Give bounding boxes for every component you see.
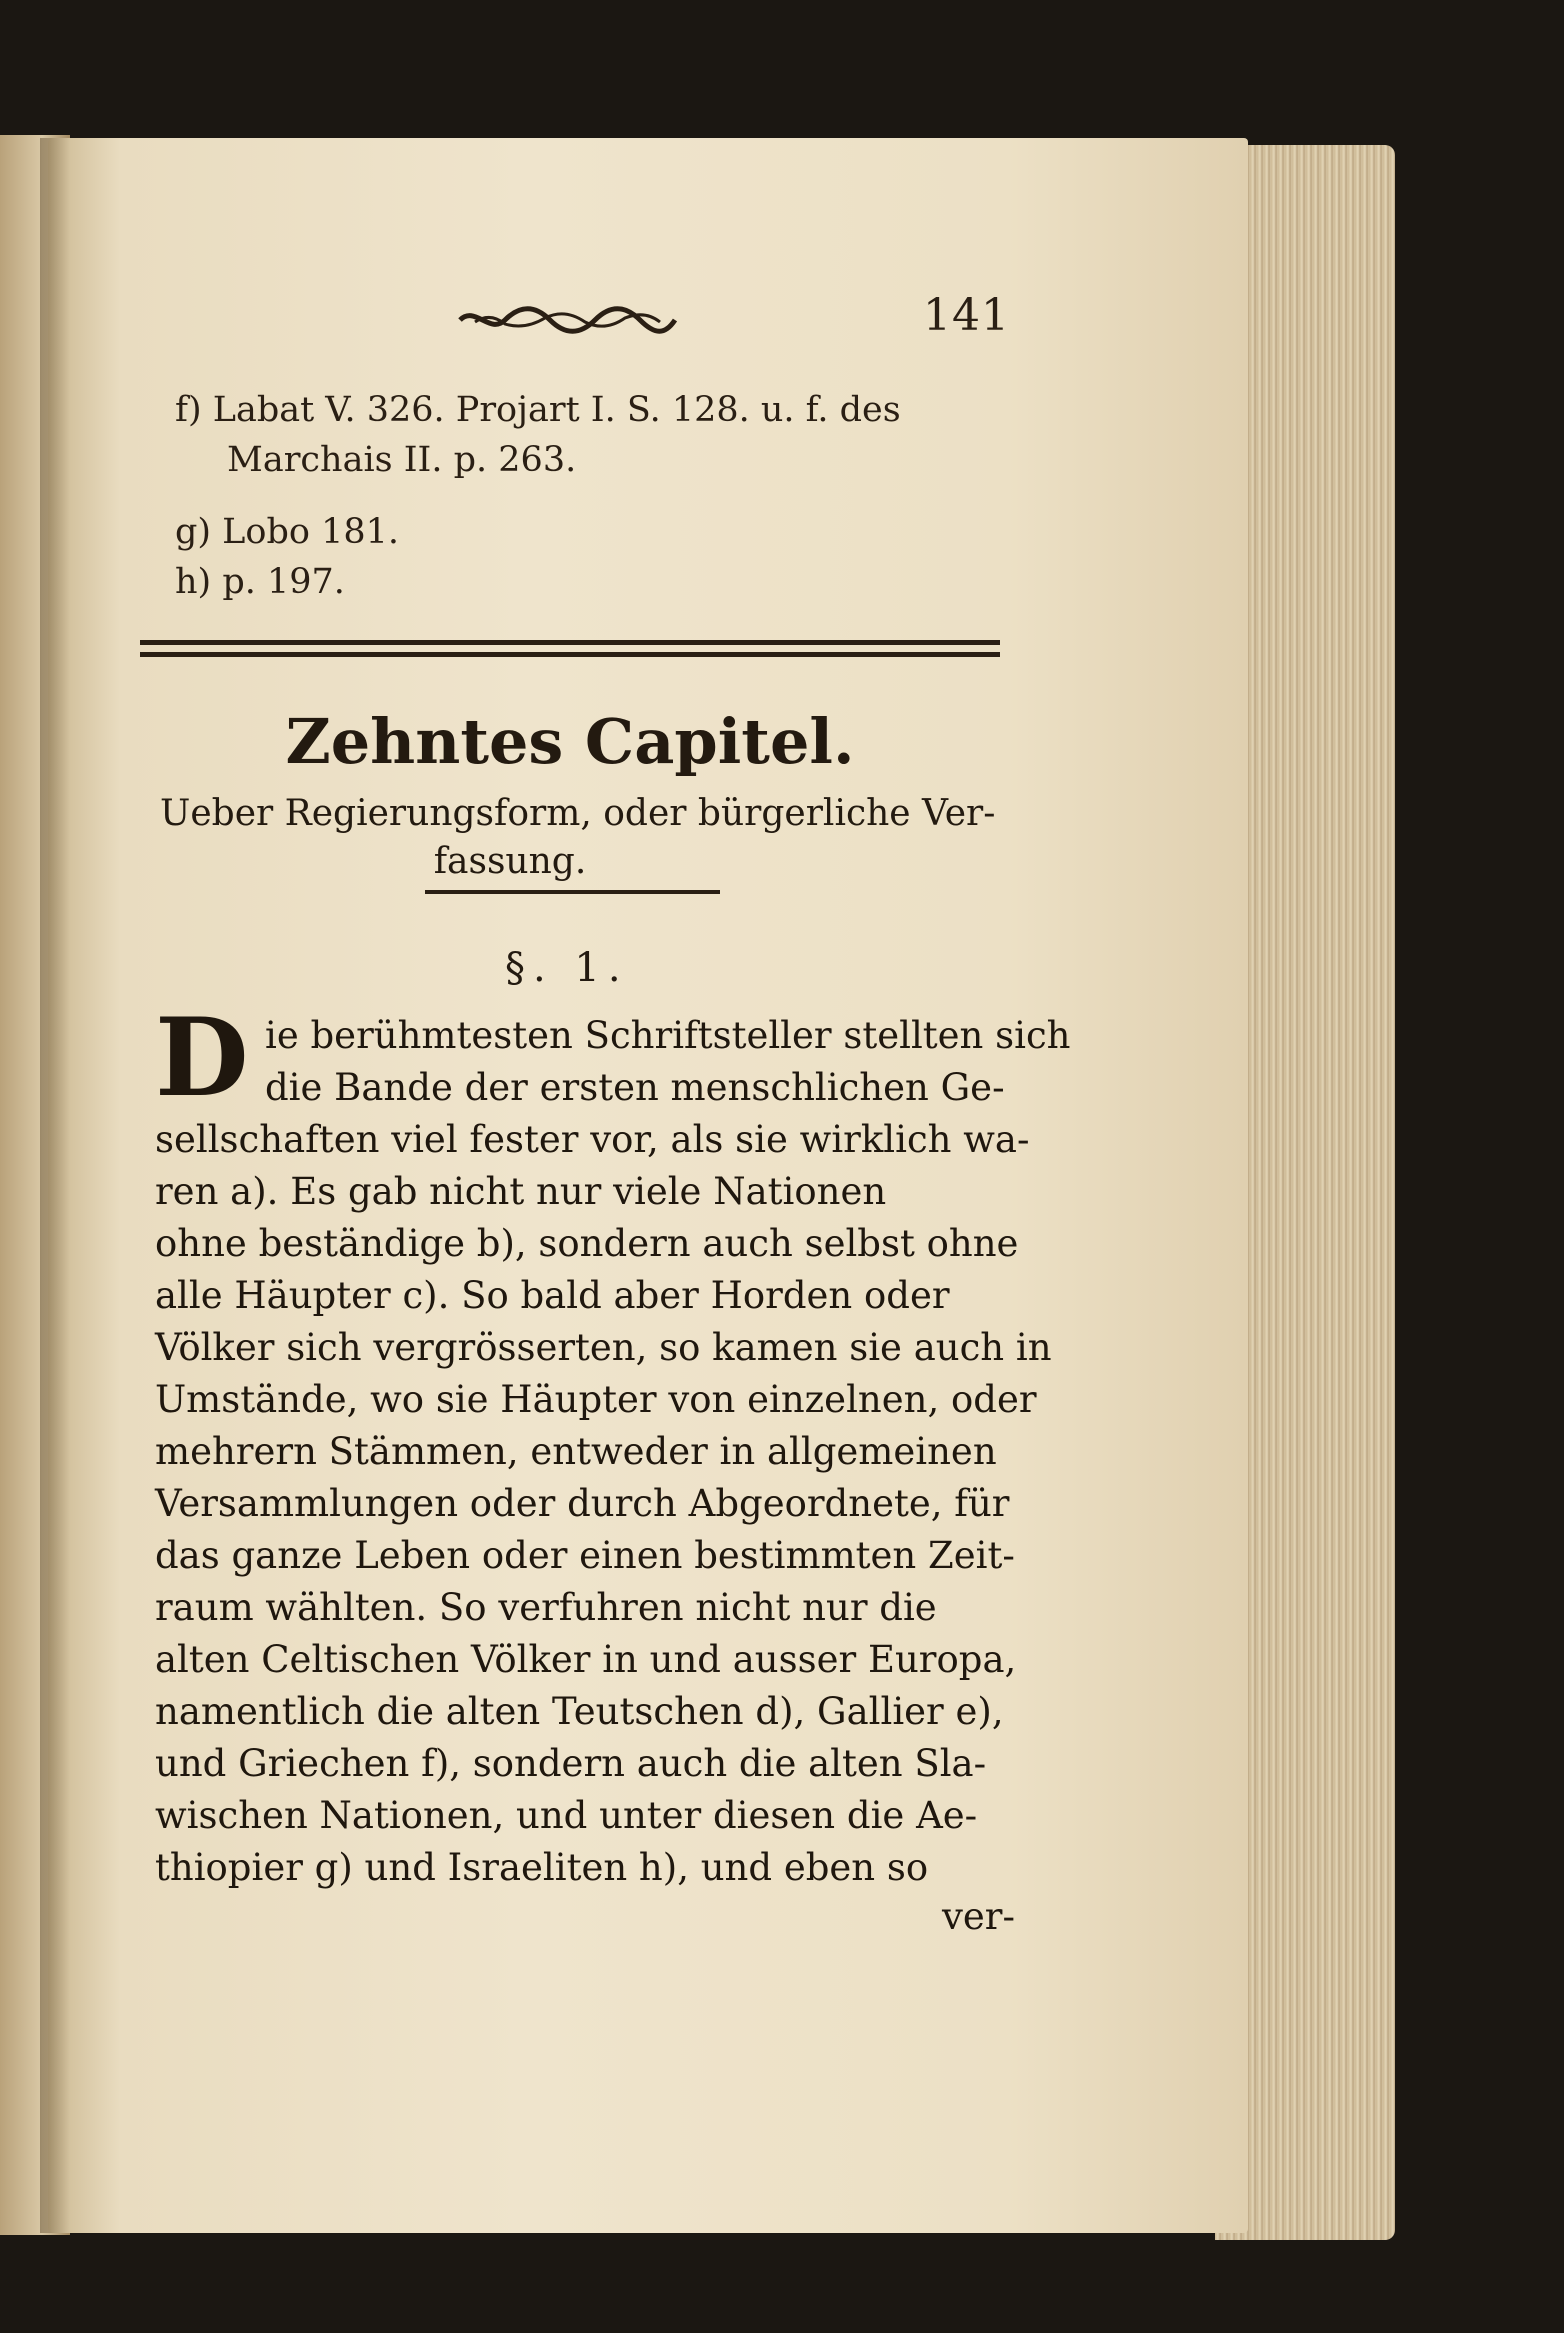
section-heading: §. 1. bbox=[505, 945, 629, 991]
body-line: mehrern Stämmen, entweder in allgemeinen bbox=[155, 1430, 997, 1473]
body-line: ren a). Es gab nicht nur viele Nationen bbox=[155, 1170, 887, 1213]
body-line: Umstände, wo sie Häupter von einzelnen, oder bbox=[155, 1378, 1037, 1421]
body-line: alten Celtischen Völker in und ausser Europa, bbox=[155, 1638, 1017, 1681]
double-rule-divider bbox=[140, 640, 1000, 666]
body-line: raum wählten. So verfuhren nicht nur die bbox=[155, 1586, 937, 1629]
spine-shadow bbox=[40, 138, 70, 2233]
body-line: das ganze Leben oder einen bestimmten Zeit- bbox=[155, 1534, 1015, 1577]
footnote-h: h) p. 197. bbox=[175, 562, 345, 602]
subtitle-line-2: fassung. bbox=[433, 841, 587, 882]
body-line: die Bande der ersten menschlichen Ge- bbox=[265, 1066, 1005, 1109]
body-line: Versammlungen oder durch Abgeordnete, für bbox=[155, 1482, 1010, 1525]
footnote-f-line1: f) Labat V. 326. Projart I. S. 128. u. f. des bbox=[175, 390, 901, 430]
body-line: ohne beständige b), sondern auch selbst ohne bbox=[155, 1222, 1019, 1265]
chapter-title: Zehntes Capitel. bbox=[285, 705, 855, 778]
body-line: ie berühmtesten Schriftsteller stellten sich bbox=[265, 1014, 1071, 1057]
body-line: namentlich die alten Teutschen d), Gallier e), bbox=[155, 1690, 1004, 1733]
body-line: alle Häupter c). So bald aber Horden oder bbox=[155, 1274, 950, 1317]
catchword: ver- bbox=[942, 1895, 1015, 1938]
footnote-g: g) Lobo 181. bbox=[175, 512, 400, 552]
body-line: und Griechen f), sondern auch die alten Sla- bbox=[155, 1742, 987, 1785]
footnote-f-line2: Marchais II. p. 263. bbox=[227, 440, 577, 480]
body-line: sellschaften viel fester vor, als sie wirklich wa- bbox=[155, 1118, 1030, 1161]
body-line: Völker sich vergrösserten, so kamen sie auch in bbox=[155, 1326, 1052, 1369]
body-text bbox=[155, 1010, 1071, 1894]
page-number: 141 bbox=[923, 290, 1010, 341]
footnotes bbox=[175, 385, 1005, 607]
drop-cap: D bbox=[155, 995, 249, 1121]
short-rule-divider bbox=[425, 890, 720, 894]
subtitle-line-1: Ueber Regierungsform, oder bürgerliche Ver- bbox=[160, 793, 996, 834]
chapter-subtitle bbox=[160, 790, 1020, 886]
body-line: wischen Nationen, und unter diesen die Ae- bbox=[155, 1794, 978, 1837]
header-ornament-icon bbox=[455, 300, 680, 340]
body-line: thiopier g) und Israeliten h), und eben so bbox=[155, 1846, 929, 1889]
